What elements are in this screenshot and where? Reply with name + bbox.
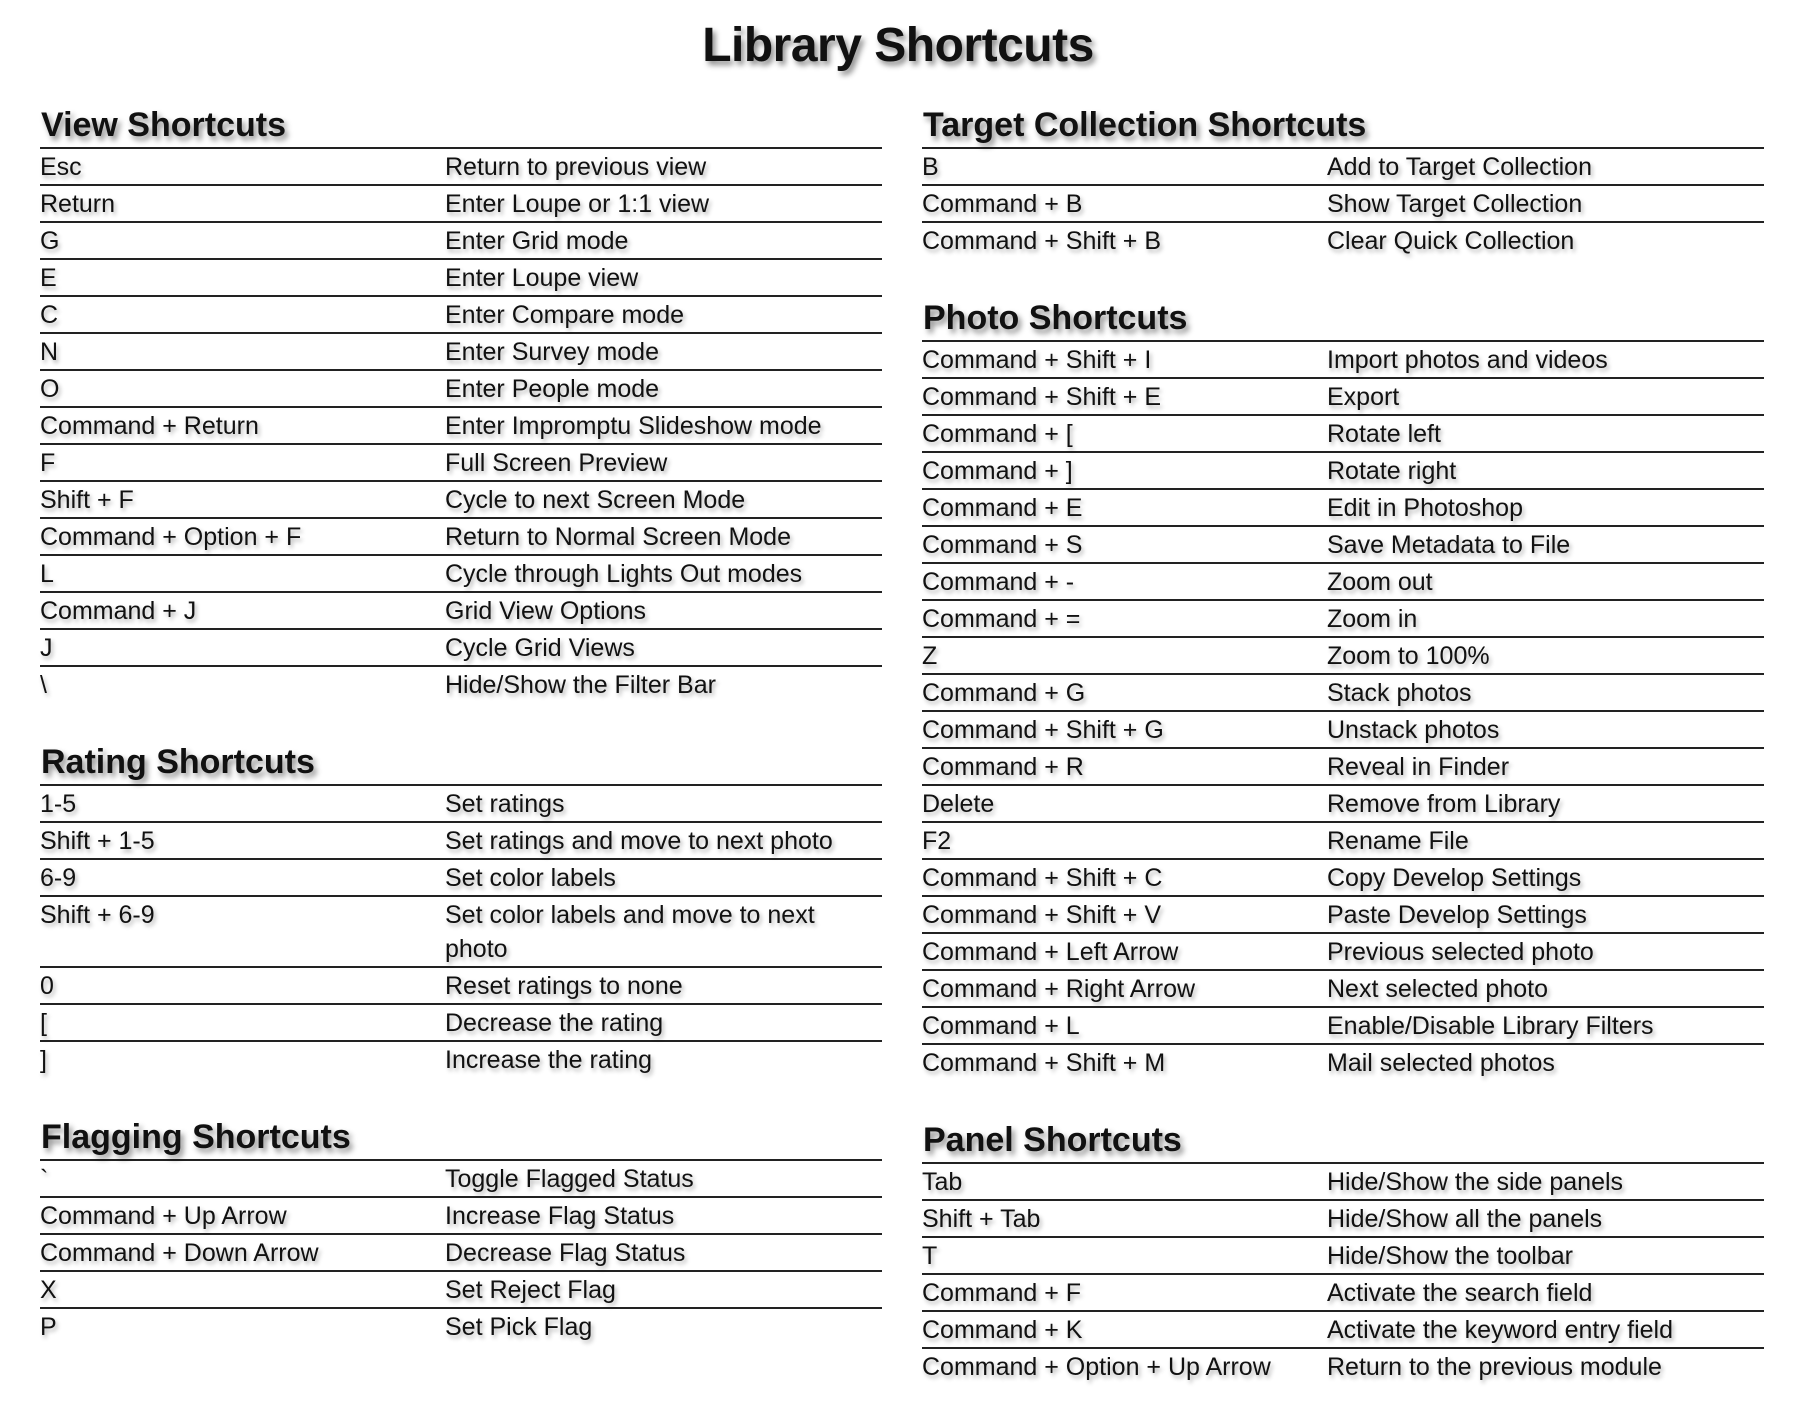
- shortcut-description: Rotate left: [1327, 420, 1441, 448]
- shortcut-description: Reveal in Finder: [1327, 753, 1510, 781]
- shortcut-description: Cycle to next Screen Mode: [445, 486, 746, 514]
- shortcut-description: Enter Compare mode: [445, 301, 685, 329]
- shortcut-description: Hide/Show the toolbar: [1327, 1242, 1573, 1270]
- shortcut-description: Increase Flag Status: [445, 1202, 675, 1230]
- shortcut-row: [40, 897, 882, 968]
- shortcut-key: ]: [40, 1046, 47, 1074]
- shortcut-description: Cycle Grid Views: [445, 634, 635, 662]
- shortcut-description: Hide/Show all the panels: [1327, 1205, 1603, 1233]
- shortcut-key: Z: [922, 642, 938, 670]
- shortcut-description: Rename File: [1327, 827, 1469, 855]
- shortcut-key: Command + F: [922, 1279, 1082, 1307]
- shortcut-section: [40, 103, 882, 702]
- shortcut-description: Enter Loupe view: [445, 264, 639, 292]
- shortcut-row: [922, 1164, 1764, 1201]
- shortcut-row: [40, 1272, 882, 1309]
- shortcut-description: Return to Normal Screen Mode: [445, 523, 791, 551]
- shortcut-row: [40, 149, 882, 186]
- shortcut-row: [922, 897, 1764, 934]
- shortcut-description: Clear Quick Collection: [1327, 227, 1575, 255]
- shortcut-key: Command + G: [922, 679, 1086, 707]
- shortcut-key: E: [40, 264, 57, 292]
- shortcut-description: Enter Loupe or 1:1 view: [445, 190, 710, 218]
- shortcut-description: Set color labels and move to next photo: [445, 901, 815, 963]
- shortcut-description: Set color labels: [445, 864, 616, 892]
- shortcut-row: [922, 786, 1764, 823]
- shortcut-key: Tab: [922, 1168, 963, 1196]
- shortcut-row: [40, 519, 882, 556]
- shortcut-key: Command + =: [922, 605, 1081, 633]
- shortcut-description: Enable/Disable Library Filters: [1327, 1012, 1654, 1040]
- shortcut-key: Command + -: [922, 568, 1075, 596]
- shortcut-description: Zoom to 100%: [1327, 642, 1490, 670]
- shortcut-key: Shift + 1-5: [40, 827, 155, 855]
- shortcut-row: [922, 564, 1764, 601]
- shortcut-section: [922, 103, 1764, 258]
- shortcut-key: Command + Right Arrow: [922, 975, 1196, 1003]
- left-column: [40, 103, 882, 1382]
- shortcut-row: [922, 186, 1764, 223]
- shortcut-key: Command + S: [922, 531, 1083, 559]
- shortcut-description: Decrease Flag Status: [445, 1239, 686, 1267]
- shortcut-row: [922, 416, 1764, 453]
- section-heading: Target Collection Shortcuts: [922, 103, 1764, 149]
- shortcut-description: Add to Target Collection: [1327, 153, 1592, 181]
- shortcut-key: Return: [40, 190, 116, 218]
- shortcut-row: [922, 1275, 1764, 1312]
- shortcut-section: [922, 296, 1764, 1080]
- shortcut-key: Shift + 6-9: [40, 901, 155, 929]
- shortcut-description: Rotate right: [1327, 457, 1457, 485]
- shortcut-description: Reset ratings to none: [445, 972, 683, 1000]
- shortcut-key: F2: [922, 827, 952, 855]
- shortcut-row: [922, 860, 1764, 897]
- shortcut-description: Paste Develop Settings: [1327, 901, 1587, 929]
- shortcut-row: [922, 1312, 1764, 1349]
- shortcut-row: [40, 823, 882, 860]
- shortcut-row: [922, 934, 1764, 971]
- shortcut-key: Command + Shift + I: [922, 346, 1152, 374]
- shortcut-description: Enter Survey mode: [445, 338, 659, 366]
- shortcut-row: [922, 1349, 1764, 1384]
- shortcut-key: J: [40, 634, 53, 662]
- shortcut-description: Stack photos: [1327, 679, 1472, 707]
- shortcut-key: Command + Shift + B: [922, 227, 1162, 255]
- shortcut-row: [922, 379, 1764, 416]
- shortcut-key: Command + ]: [922, 457, 1073, 485]
- shortcut-description: Edit in Photoshop: [1327, 494, 1523, 522]
- shortcut-row: [40, 1309, 882, 1344]
- shortcut-key: 1-5: [40, 790, 77, 818]
- shortcut-key: 6-9: [40, 864, 77, 892]
- shortcut-description: Enter Grid mode: [445, 227, 629, 255]
- shortcut-key: Delete: [922, 790, 995, 818]
- shortcut-row: [40, 1005, 882, 1042]
- shortcut-description: Set Pick Flag: [445, 1313, 593, 1341]
- shortcut-key: Command + E: [922, 494, 1083, 522]
- shortcut-row: [40, 860, 882, 897]
- shortcut-key: Command + Shift + G: [922, 716, 1164, 744]
- shortcut-key: [: [40, 1009, 47, 1037]
- shortcut-row: [40, 1042, 882, 1077]
- section-heading: Flagging Shortcuts: [40, 1115, 882, 1161]
- shortcut-description: Hide/Show the side panels: [1327, 1168, 1624, 1196]
- shortcut-description: Mail selected photos: [1327, 1049, 1555, 1077]
- shortcut-row: [922, 1008, 1764, 1045]
- shortcut-row: [40, 408, 882, 445]
- shortcut-key: Shift + F: [40, 486, 134, 514]
- shortcut-key: X: [40, 1276, 57, 1304]
- shortcut-row: [922, 1045, 1764, 1080]
- shortcut-key: Esc: [40, 153, 82, 181]
- shortcut-row: [40, 223, 882, 260]
- shortcut-key: F: [40, 449, 56, 477]
- shortcut-row: [922, 490, 1764, 527]
- shortcut-key: Command + R: [922, 753, 1084, 781]
- shortcut-key: B: [922, 153, 939, 181]
- shortcut-key: Command + B: [922, 190, 1083, 218]
- shortcut-key: C: [40, 301, 59, 329]
- shortcut-row: [40, 667, 882, 702]
- shortcut-row: [922, 149, 1764, 186]
- shortcut-key: \: [40, 671, 47, 699]
- shortcut-description: Unstack photos: [1327, 716, 1500, 744]
- shortcut-section: [40, 1115, 882, 1344]
- shortcut-key: P: [40, 1313, 57, 1341]
- section-heading: View Shortcuts: [40, 103, 882, 149]
- shortcut-description: Activate the search field: [1327, 1279, 1593, 1307]
- shortcut-row: [922, 342, 1764, 379]
- shortcut-key: Command + Return: [40, 412, 259, 440]
- shortcut-key: N: [40, 338, 59, 366]
- shortcut-row: [922, 1238, 1764, 1275]
- shortcut-description: Set ratings: [445, 790, 565, 818]
- shortcut-description: Activate the keyword entry field: [1327, 1316, 1673, 1344]
- shortcut-row: [40, 297, 882, 334]
- shortcut-description: Import photos and videos: [1327, 346, 1608, 374]
- shortcut-description: Set ratings and move to next photo: [445, 827, 833, 855]
- shortcut-row: [40, 968, 882, 1005]
- shortcut-key: 0: [40, 972, 54, 1000]
- shortcut-key: Command + Up Arrow: [40, 1202, 287, 1230]
- shortcut-key: `: [40, 1165, 49, 1193]
- shortcut-row: [922, 453, 1764, 490]
- shortcut-description: Full Screen Preview: [445, 449, 668, 477]
- shortcut-key: G: [40, 227, 60, 255]
- shortcut-description: Increase the rating: [445, 1046, 653, 1074]
- shortcut-description: Zoom out: [1327, 568, 1433, 596]
- section-heading: Rating Shortcuts: [40, 740, 882, 786]
- shortcut-description: Decrease the rating: [445, 1009, 664, 1037]
- shortcut-row: [922, 675, 1764, 712]
- shortcut-key: Command + J: [40, 597, 197, 625]
- shortcut-row: [40, 260, 882, 297]
- shortcut-row: [40, 786, 882, 823]
- shortcut-row: [40, 334, 882, 371]
- shortcut-key: Command + Shift + E: [922, 383, 1162, 411]
- shortcut-row: [40, 593, 882, 630]
- shortcut-key: Command + L: [922, 1012, 1080, 1040]
- shortcut-row: [922, 712, 1764, 749]
- shortcut-row: [922, 601, 1764, 638]
- shortcut-row: [40, 1161, 882, 1198]
- shortcut-description: Return to the previous module: [1327, 1353, 1662, 1381]
- shortcut-section: [922, 1118, 1764, 1384]
- page-title: Library Shortcuts: [702, 19, 1094, 72]
- shortcut-description: Copy Develop Settings: [1327, 864, 1582, 892]
- shortcut-description: Return to previous view: [445, 153, 707, 181]
- shortcut-description: Next selected photo: [1327, 975, 1548, 1003]
- shortcut-description: Enter People mode: [445, 375, 660, 403]
- right-column: [922, 103, 1764, 1422]
- shortcut-description: Show Target Collection: [1327, 190, 1583, 218]
- shortcut-key: Command + Shift + M: [922, 1049, 1166, 1077]
- shortcut-key: L: [40, 560, 54, 588]
- shortcut-row: [922, 638, 1764, 675]
- shortcut-description: Zoom in: [1327, 605, 1418, 633]
- shortcut-description: Grid View Options: [445, 597, 647, 625]
- shortcut-description: Export: [1327, 383, 1400, 411]
- shortcut-key: T: [922, 1242, 938, 1270]
- shortcut-row: [922, 223, 1764, 258]
- shortcut-row: [40, 186, 882, 223]
- shortcut-key: O: [40, 375, 60, 403]
- shortcut-row: [922, 823, 1764, 860]
- shortcut-key: Command + Option + F: [40, 523, 302, 551]
- shortcut-description: Save Metadata to File: [1327, 531, 1571, 559]
- shortcut-description: Enter Impromptu Slideshow mode: [445, 412, 822, 440]
- shortcut-row: [40, 482, 882, 519]
- shortcut-row: [40, 445, 882, 482]
- shortcut-description: Cycle through Lights Out modes: [445, 560, 803, 588]
- shortcut-row: [40, 630, 882, 667]
- shortcut-description: Hide/Show the Filter Bar: [445, 671, 716, 699]
- shortcut-key: Command + Option + Up Arrow: [922, 1353, 1271, 1381]
- section-heading: Photo Shortcuts: [922, 296, 1764, 342]
- shortcut-description: Remove from Library: [1327, 790, 1561, 818]
- shortcut-key: Command + Shift + C: [922, 864, 1163, 892]
- shortcut-description: Set Reject Flag: [445, 1276, 616, 1304]
- shortcut-description: Toggle Flagged Status: [445, 1165, 694, 1193]
- shortcut-key: Command + K: [922, 1316, 1083, 1344]
- shortcut-row: [922, 971, 1764, 1008]
- shortcut-key: Command + Left Arrow: [922, 938, 1179, 966]
- section-heading: Panel Shortcuts: [922, 1118, 1764, 1164]
- shortcut-section: [40, 740, 882, 1077]
- shortcut-key: Command + [: [922, 420, 1073, 448]
- shortcut-row: [922, 1201, 1764, 1238]
- shortcut-row: [922, 527, 1764, 564]
- shortcut-key: Command + Shift + V: [922, 901, 1162, 929]
- shortcut-description: Previous selected photo: [1327, 938, 1594, 966]
- shortcut-row: [40, 556, 882, 593]
- shortcut-row: [40, 1235, 882, 1272]
- shortcut-row: [40, 371, 882, 408]
- shortcut-row: [40, 1198, 882, 1235]
- shortcut-row: [922, 749, 1764, 786]
- shortcut-key: Shift + Tab: [922, 1205, 1041, 1233]
- shortcut-key: Command + Down Arrow: [40, 1239, 319, 1267]
